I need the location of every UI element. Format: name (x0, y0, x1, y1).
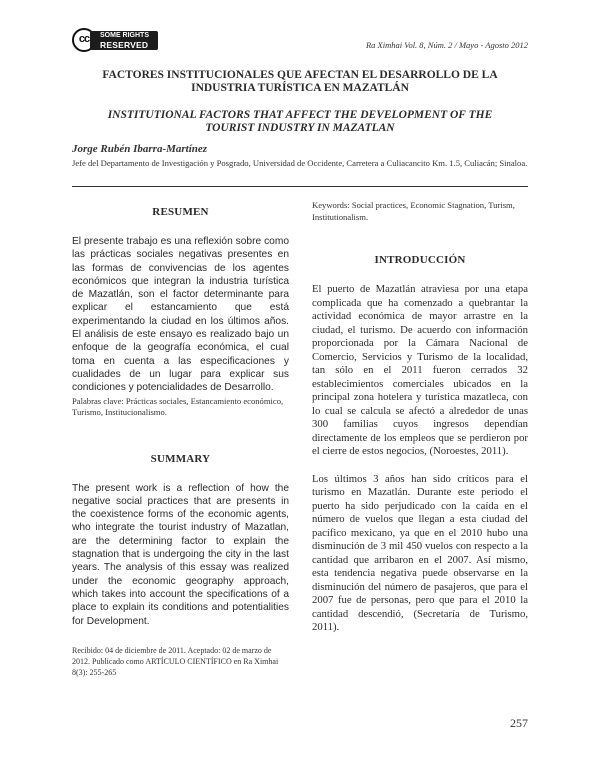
page-number: 257 (510, 716, 528, 730)
license-badge[interactable] (72, 28, 158, 54)
introduccion-paragraph-1: El puerto de Mazatlán atraviesa por una etapa complicada que ha comenzado a quebrantar la actividad económica de mayor arrastre en la ciudad, el turismo. De acuerdo con información proporcionada por la Cámara Nacional de Comercio, Servicios y Turismo de la localidad, tan sólo en el 2011 fueron cerrados 32 establecimientos comerciales ubicados en la principal zona hotelera y turística mazatleca, con lo cual se calcula se afectó a alrededor de unas 300 familias cuyos ingresos dependían directamente de los empleos que se perdieron por el cierre de estos negocios, (Noroestes, 2011). (312, 283, 528, 457)
license-label-line2: RESERVED (100, 39, 149, 50)
journal-citation: Ra Ximhai Vol. 8, Núm. 2 / Mayo - Agosto 2012 (365, 40, 528, 50)
license-label (90, 31, 158, 50)
header-divider (72, 186, 528, 187)
resumen-heading: RESUMEN (152, 206, 209, 218)
introduccion-heading: INTRODUCCIÓN (374, 254, 466, 266)
author-name: Jorge Rubén Ibarra-Martínez (72, 143, 208, 155)
summary-body: The present work is a reflection of how the negative social practices that are presents in the coexistence forms of the economic agents, who integrate the tourist industry of Mazatlan, are the determining factor to explain the stagnation that is undergoing the city in the last years. The analysis of this essay was realized under the economic geography approach, which takes into account the specifications of a place to explain its conditions and potentialities for Development. (72, 482, 289, 627)
summary-keywords: Keywords: Social practices, Economic Stagnation, Turism, Institutionalism. (312, 200, 515, 222)
license-label-line1: SOME RIGHTS (100, 32, 150, 39)
right-column (312, 200, 528, 635)
resumen-keywords: Palabras clave: Prácticas sociales, Estancamiento económico, Turismo, Institucionalismo. (72, 395, 284, 418)
author-affiliation: Jefe del Departamento de Investigación y Posgrado, Universidad de Occidente, Carretera a Culiacancito Km. 1.5, Culiacán; Sinaloa. (72, 158, 528, 168)
title-spanish: FACTORES INSTITUCIONALES QUE AFECTAN EL DESARROLLO DE LA INDUSTRIA TURÍSTICA EN MAZATLÁN (102, 69, 498, 94)
left-column (72, 200, 289, 679)
creative-commons-icon: cc (72, 28, 96, 52)
resumen-body: El presente trabajo es una reflexión sobre como las prácticas sociales negativas presentes en las formas de convivencias de los agentes económicos que integran la industria turística de Mazatlán, son el factor determinante para explicar el estancamiento que está experimentando la ciudad en los últimos años. El análisis de este ensayo es realizado bajo un enfoque de la geografía económica, el cual toma en cuenta a las especificaciones y cualidades de un lugar para explicar sus condiciones y potencialidades de Desarrollo. (72, 236, 289, 394)
introduccion-paragraph-2: Los últimos 3 años han sido críticos para el turismo en Mazatlán. Durante este periodo el puerto ha sido perjudicado con la caída en el número de vuelos que llegan a esta ciudad del pacífico mexicano, ya que en el 2010 hubo una disminución de 3 mil 450 vuelos con respecto a la cantidad que arribaron en el 2007. Así mismo, esta tendencia negativa puede observarse en la disminución del número de pasajeros, que para el 2007 fue de personas, pero que para el 2010 la cantidad descendió, (Secretaría de Turismo, 2011). (312, 472, 528, 633)
received-note: Recibido: 04 de diciembre de 2011. Aceptado: 02 de marzo de 2012. Publicado como ARTÍCULO CIENTÍFICO en Ra Ximhai 8(3): 255-265 (72, 645, 279, 678)
title-english: INSTITUTIONAL FACTORS THAT AFFECT THE DEVELOPMENT OF THE TOURIST INDUSTRY IN MAZATLAN (107, 109, 493, 134)
summary-heading: SUMMARY (150, 452, 211, 465)
